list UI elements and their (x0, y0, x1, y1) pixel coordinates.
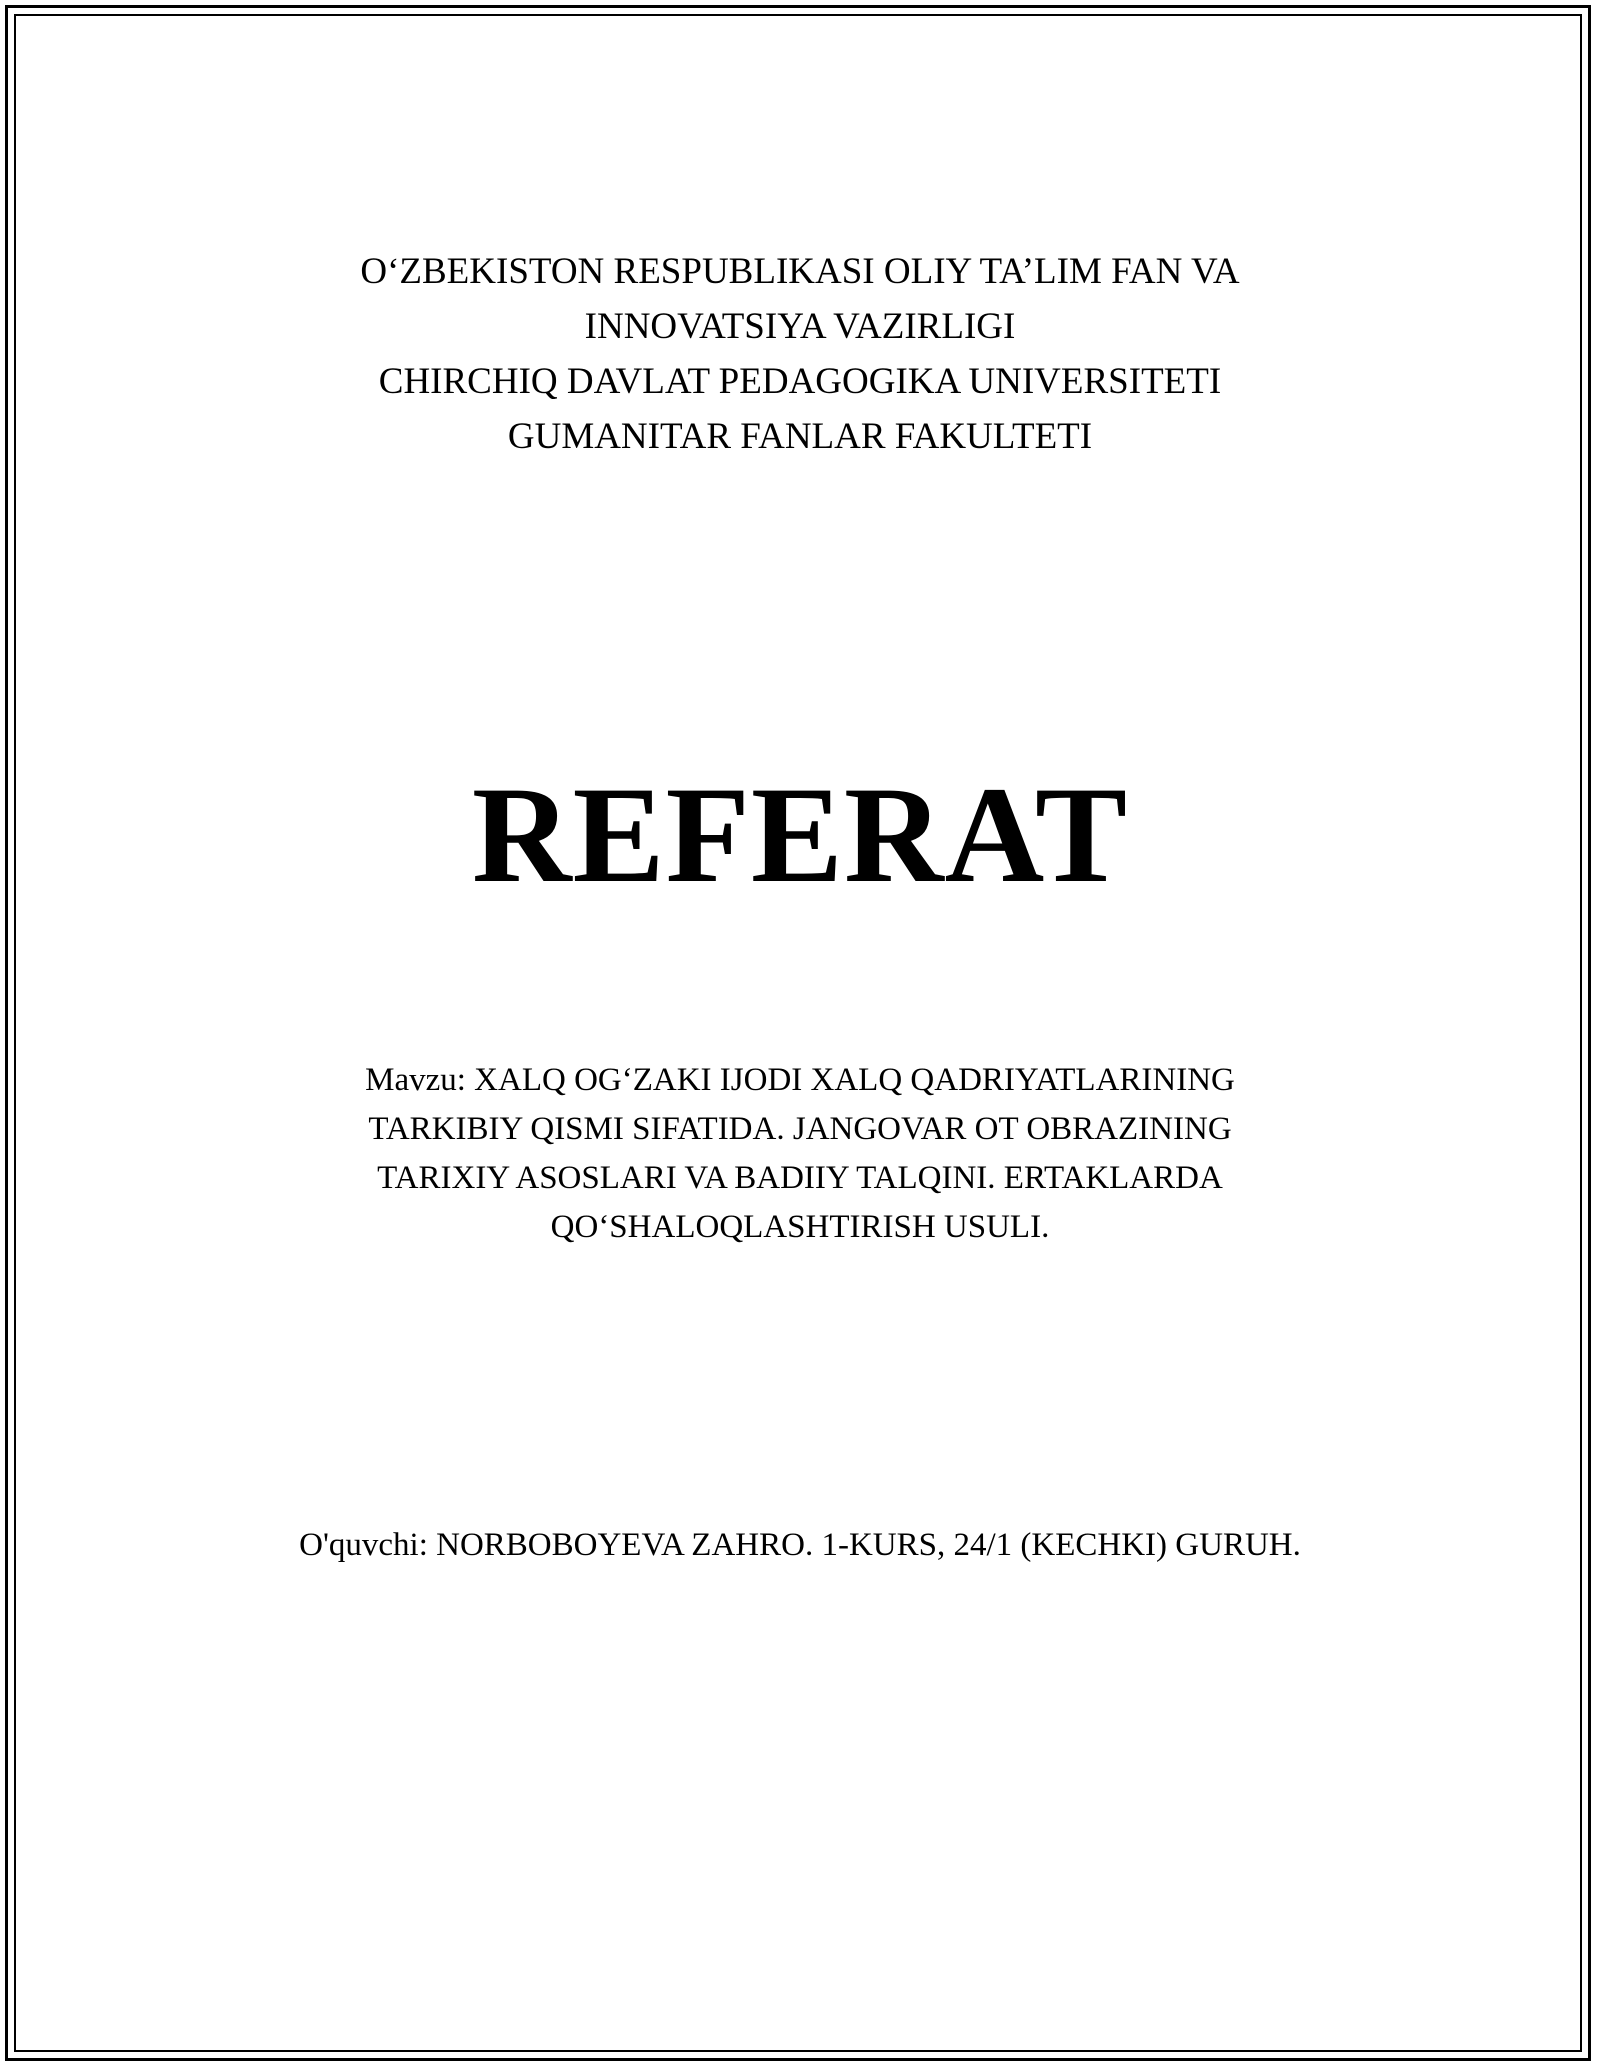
header-line-faculty: GUMANITAR FANLAR FAKULTETI (507, 416, 1093, 457)
topic-line-2: TARKIBIY QISMI SIFATIDA. JANGOVAR OT OBRAZINING (368, 1111, 1232, 1147)
document-title: REFERAT (471, 758, 1129, 911)
topic-line-4: QO‘SHALOQLASHTIRISH USULI. (550, 1209, 1050, 1245)
topic-block (200, 1056, 1400, 1252)
topic-line-3: TARIXIY ASOSLARI VA BADIIY TALQINI. ERTAKLARDA (377, 1160, 1223, 1196)
institution-header (200, 244, 1400, 464)
header-line-ministry-1: O‘ZBEKISTON RESPUBLIKASI OLIY TA’LIM FAN VA (360, 251, 1240, 292)
student-info: O'quvchi: NORBOBOYEVA ZAHRO. 1-KURS, 24/1 (KECHKI) GURUH. (299, 1527, 1301, 1563)
header-line-ministry-2: INNOVATSIYA VAZIRLIGI (584, 306, 1016, 347)
header-line-university: CHIRCHIQ DAVLAT PEDAGOGIKA UNIVERSITETI (378, 361, 1222, 402)
topic-line-1: Mavzu: XALQ OG‘ZAKI IJODI XALQ QADRIYATLARINING (365, 1062, 1235, 1098)
